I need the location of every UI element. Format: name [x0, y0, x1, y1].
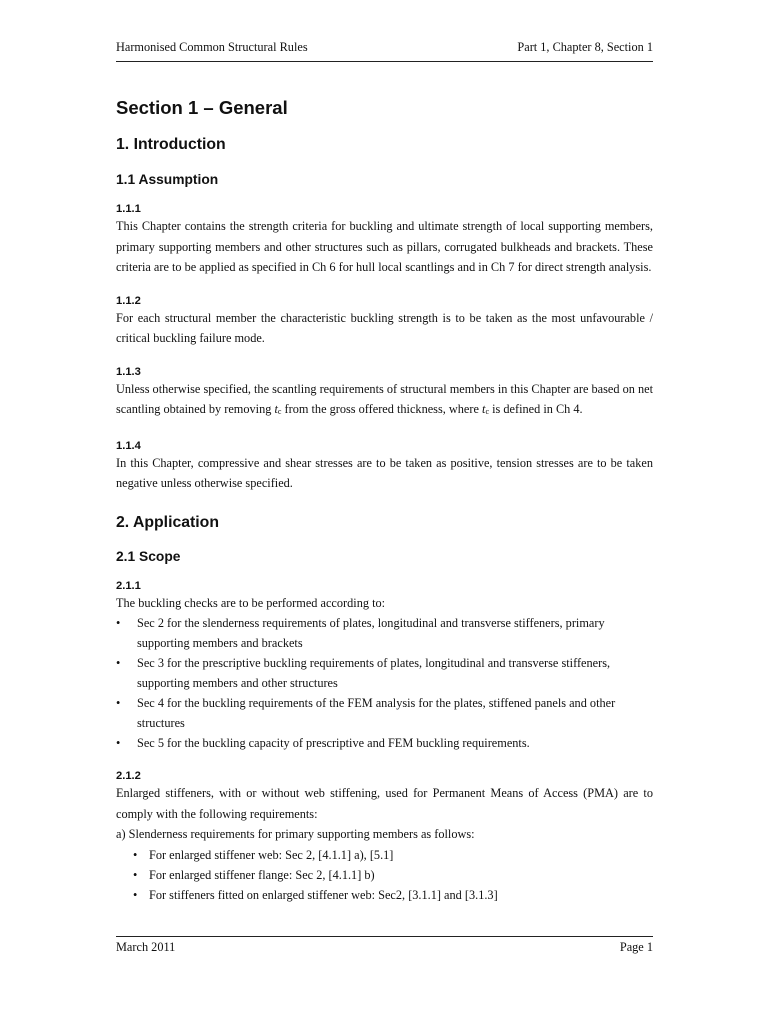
bullet-icon: •: [133, 887, 138, 902]
section-title: Section 1 – General: [116, 97, 288, 118]
list-item-text: For enlarged stiffener flange: Sec 2, [4.1.1] b): [149, 867, 375, 882]
list-item: [116, 693, 653, 733]
heading-application: 2. Application: [116, 513, 219, 531]
clause-text-1-1-1: This Chapter contains the strength criteria for buckling and ultimate strength of local supporting members, primary supporting members and other structures such as pillars, corrugated bulkheads and brackets. These criteria are to be applied as specified in Ch 6 for hull local scantlings and in Ch 7 for direct strength analysis.: [116, 219, 653, 274]
clause-number-2-1-2: 2.1.2: [116, 770, 141, 782]
clause-text-1-1-2: For each structural member the characteristic buckling strength is to be taken as the most unfavourable / critical buckling failure mode.: [116, 310, 653, 345]
bullet-icon: •: [116, 616, 121, 630]
heading-assumption: 1.1 Assumption: [116, 172, 219, 187]
footer-page-number: Page 1: [619, 940, 653, 954]
bullet-icon: •: [116, 736, 121, 750]
bullet-icon: •: [133, 867, 138, 882]
list-item-text: For stiffeners fitted on enlarged stiffener web: Sec2, [3.1.1] and [3.1.3]: [149, 887, 498, 902]
clause-number-1-1-4: 1.1.4: [116, 439, 141, 452]
list-item-text: Sec 4 for the buckling requirements of the FEM analysis for the plates, stiffened panels and other structures: [137, 696, 616, 730]
clause-intro-2-1-1: The buckling checks are to be performed according to:: [116, 595, 386, 610]
footer-date: March 2011: [116, 940, 176, 954]
list-item: [133, 865, 653, 885]
list-item: [133, 845, 653, 865]
symbol-t: t: [482, 402, 486, 416]
symbol-subscript-c: c: [277, 407, 282, 416]
page-header: [116, 40, 653, 62]
clause-text-1-1-3-part-a: Unless otherwise specified, the scantling requirements of structural members in this Chapter are based on net scantling obtained by removing: [116, 381, 653, 416]
list-item-text: For enlarged stiffener web: Sec 2, [4.1.1] a), [5.1]: [149, 847, 394, 862]
symbol-subscript-c: c: [485, 407, 490, 416]
list-item: [133, 885, 653, 905]
clause-number-1-1-1: 1.1.1: [116, 203, 141, 215]
bullet-icon: •: [116, 696, 121, 710]
clause-text-1-1-3: [116, 379, 653, 423]
list-item-text: Sec 3 for the prescriptive buckling requirements of plates, longitudinal and transverse stiffeners, supporting members and other structures: [137, 656, 611, 690]
clause-number-2-1-1: 2.1.1: [116, 579, 141, 592]
document-body: [116, 95, 653, 905]
page-footer: [116, 936, 653, 955]
clause-text-1-1-4: In this Chapter, compressive and shear stresses are to be taken as positive, tension stresses are to be taken negative unless otherwise specified.: [116, 455, 653, 490]
list-item: [116, 733, 653, 753]
clause-number-1-1-3: 1.1.3: [116, 365, 141, 378]
clause-item-a: a) Slenderness requirements for primary supporting members as follows:: [116, 827, 475, 841]
list-item-text: Sec 2 for the slenderness requirements of plates, longitudinal and transverse stiffeners, primary supporting members and brackets: [137, 616, 605, 650]
list-item-text: Sec 5 for the buckling capacity of prescriptive and FEM buckling requirements.: [137, 736, 530, 750]
bullet-list-2-1-1: [116, 613, 653, 753]
header-chapter-reference: Part 1, Chapter 8, Section 1: [517, 40, 653, 54]
clause-text-1-1-3-part-b: from the gross offered thickness, where: [281, 402, 483, 416]
heading-scope: 2.1 Scope: [116, 548, 181, 564]
list-item: [116, 653, 653, 693]
clause-text-1-1-3-part-c: is defined in Ch 4.: [489, 402, 583, 416]
symbol-t: t: [274, 402, 278, 416]
clause-number-1-1-2: 1.1.2: [116, 294, 141, 307]
heading-introduction: 1. Introduction: [116, 136, 226, 153]
list-item: [116, 613, 653, 653]
bullet-icon: •: [116, 656, 121, 670]
bullet-icon: •: [133, 847, 138, 862]
header-document-title: Harmonised Common Structural Rules: [116, 40, 308, 54]
clause-intro-2-1-2: Enlarged stiffeners, with or without web stiffening, used for Permanent Means of Access (PMA) are to comply with the following requirements:: [116, 786, 653, 821]
sub-bullet-list-2-1-2: [116, 845, 653, 905]
